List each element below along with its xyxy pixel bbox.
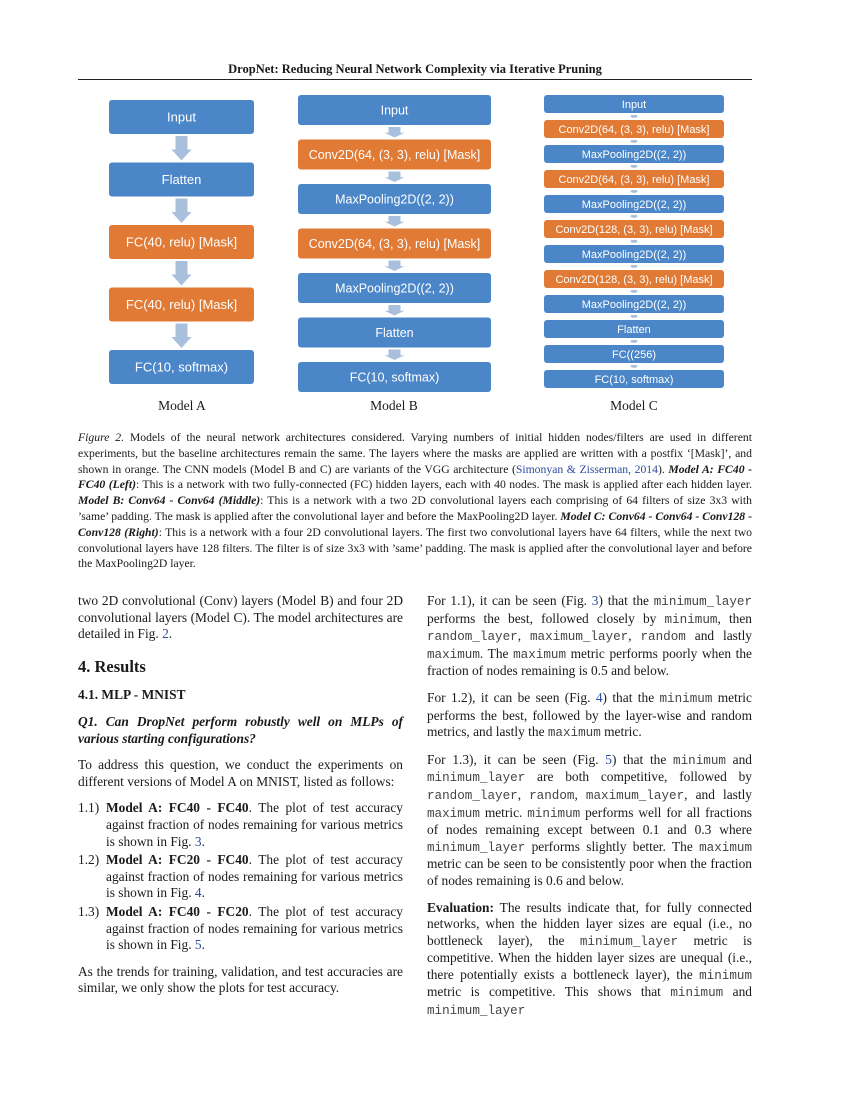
- layer-label: Flatten: [617, 323, 651, 336]
- layer-label: MaxPooling2D((2, 2)): [581, 298, 687, 311]
- fig-ref-link[interactable]: 4: [194, 885, 202, 901]
- layer-box: [109, 225, 254, 259]
- right-column: [427, 593, 752, 1030]
- layer-box: [544, 145, 724, 163]
- metric-name: minimum_layer: [427, 771, 526, 786]
- caption-text: : This is a network with two fully-connected (FC) hidden layers, each with 40 nodes. The mask is applied after each hidden layer.: [135, 478, 753, 492]
- flow-arrow: [629, 365, 639, 368]
- layer-box: [298, 273, 491, 303]
- layer-box: [544, 370, 724, 388]
- fig-ref-link[interactable]: 3: [194, 833, 202, 849]
- flow-arrow: [629, 240, 639, 243]
- metric-name: maximum_layer: [585, 788, 685, 803]
- layer-label: FC(40, relu) [Mask]: [125, 297, 238, 313]
- metric-name: random_layer: [427, 630, 518, 645]
- layer-box: [298, 229, 491, 259]
- list-item: 1.3) Model A: FC40 - FC20. The plot of test accuracy against fraction of nodes remaining for various metrics is shown in Fig. 5.: [78, 903, 403, 953]
- layer-label: Input: [380, 103, 409, 118]
- layer-box: [109, 163, 254, 197]
- flow-arrow: [629, 290, 639, 293]
- layer-box: [544, 220, 724, 238]
- layer-box: [544, 345, 724, 363]
- layer-label: Conv2D(64, (3, 3), relu) [Mask]: [558, 123, 710, 136]
- model-label: Model B: [370, 398, 418, 413]
- metric-name: minimum_layer: [427, 1004, 526, 1019]
- flow-arrow: [385, 172, 405, 183]
- caption-text: Models of the neural network architectures considered. Varying numbers of initial hidden nodes/filters are used in different experiments, but the baseline architectures remain the same. The layers where the masks are applied are written with a postfix ‘[Mask]’, and shown in orange. The CNN models (Model B and C) are variants of the VGG architecture (: [78, 431, 752, 476]
- layer-box: [544, 120, 724, 138]
- flow-arrow: [629, 315, 639, 318]
- caption-model-b-title: Model B: Conv64 - Conv64 (Middle): [78, 494, 261, 508]
- list-number: 1.1): [78, 800, 100, 816]
- fig-ref-link[interactable]: 2: [162, 626, 169, 642]
- metric-name: maximum: [427, 647, 480, 662]
- paragraph: For 1.2), it can be seen (Fig. 4) that the minimum metric performs the best, followed by the layer-wise and random metrics, and lastly the maximum metric.: [427, 689, 752, 741]
- layer-label: FC(10, softmax): [349, 370, 440, 385]
- flow-arrow: [629, 115, 639, 118]
- research-question: Q1. Can DropNet perform robustly well on MLPs of various starting configurations?: [78, 713, 403, 746]
- figure-caption: [78, 430, 752, 572]
- flow-arrow: [385, 261, 405, 272]
- list-item-title: Model A: FC20 - FC40: [106, 852, 249, 868]
- metric-name: minimum: [664, 612, 718, 627]
- flow-arrow: [172, 136, 192, 161]
- layer-label: MaxPooling2D((2, 2)): [335, 192, 454, 207]
- experiment-list: [78, 800, 403, 953]
- fig-ref-link[interactable]: 5: [194, 937, 202, 953]
- layer-box: [544, 320, 724, 338]
- metric-name: minimum: [670, 986, 724, 1001]
- layer-box: [109, 288, 254, 322]
- layer-label: MaxPooling2D((2, 2)): [335, 281, 454, 296]
- model-diagram: [298, 95, 491, 392]
- paragraph: As the trends for training, validation, and test accuracies are similar, we only show the plots for test accuracy.: [78, 963, 403, 996]
- layer-box: [298, 318, 491, 348]
- list-number: 1.3): [78, 903, 100, 919]
- flow-arrow: [629, 340, 639, 343]
- left-column: [78, 593, 403, 1007]
- metric-name: minimum: [673, 753, 726, 768]
- layer-label: Flatten: [161, 172, 202, 188]
- layer-label: MaxPooling2D((2, 2)): [581, 198, 687, 211]
- list-item: 1.1) Model A: FC40 - FC40. The plot of test accuracy against fraction of nodes remaining for various metrics is shown in Fig. 3.: [78, 800, 403, 849]
- layer-label: Flatten: [375, 326, 414, 340]
- layer-box: [544, 95, 724, 113]
- flow-arrow: [629, 140, 639, 143]
- layer-box: [544, 170, 724, 188]
- flow-arrow: [172, 324, 192, 349]
- metric-name: minimum_layer: [427, 840, 526, 855]
- paragraph: For 1.3), it can be seen (Fig. 5) that the minimum and minimum_layer are both competitive, followed by random_layer, random, maximum_layer, and lastly maximum metric. minimum performs well for all fractions of nodes remaining except between 0.1 and 0.3 where minimum_layer performs slightly better. The maximum metric can be seen to be consistently poor when the fraction of nodes remaining is 0.6 and below.: [427, 751, 752, 888]
- layer-label: FC(10, softmax): [594, 373, 674, 386]
- layer-label: Conv2D(128, (3, 3), relu) [Mask]: [555, 223, 713, 236]
- metric-name: minimum: [659, 691, 713, 706]
- list-item-title: Model A: FC40 - FC40: [106, 800, 249, 816]
- layer-label: FC(10, softmax): [134, 359, 229, 375]
- layer-box: [544, 295, 724, 313]
- layer-label: Input: [167, 109, 196, 125]
- list-item-title: Model A: FC40 - FC20: [106, 903, 249, 919]
- fig-ref-link[interactable]: 5: [605, 751, 612, 767]
- list-number: 1.2): [78, 852, 100, 868]
- architecture-figure: [0, 0, 850, 420]
- layer-label: Conv2D(128, (3, 3), relu) [Mask]: [555, 273, 713, 286]
- layer-label: MaxPooling2D((2, 2)): [581, 148, 687, 161]
- caption-text: : This is a network with a four 2D convolutional layers. The first two convolutional layers have 64 filters, while the next two convolutional layers have 128 filters. The filter is of size 3x3 with ’same’ padding. The mask is applied after the convolutional layer and before the MaxPooling2D layer.: [78, 525, 752, 571]
- layer-box: [544, 245, 724, 263]
- flow-arrow: [172, 199, 192, 224]
- layer-box: [298, 140, 491, 170]
- layer-box: [544, 195, 724, 213]
- paragraph: Evaluation: The results indicate that, for fully connected networks, when the hidden layer sizes are equal (i.e., no bottleneck layer), the minimum_layer metric is competitive. When the hidden layer sizes are unequal (i.e., there potentially exists a bottleneck layer), the minimum metric is competitive. This shows that minimum and minimum_layer: [427, 899, 752, 1019]
- metric-name: minimum_layer: [653, 595, 752, 609]
- section-heading: 4. Results: [78, 656, 146, 676]
- layer-box: [298, 95, 491, 125]
- metric-name: maximum: [547, 726, 601, 741]
- layer-box: [298, 184, 491, 214]
- layer-box: [109, 100, 254, 134]
- flow-arrow: [385, 305, 405, 316]
- flow-arrow: [172, 261, 192, 286]
- layer-label: Conv2D(64, (3, 3), relu) [Mask]: [558, 173, 710, 186]
- caption-text: : This is a network with a two 2D convolutional layers each comprising of 64 filters of size 3x3 with ’same’ padding. The mask is applied after the convolutional layer and before the MaxPooling2D layer.: [78, 494, 752, 523]
- metric-name: maximum_layer: [529, 630, 629, 645]
- evaluation-label: Evaluation:: [427, 899, 494, 915]
- model-label: Model A: [158, 398, 206, 413]
- layer-label: Conv2D(64, (3, 3), relu) [Mask]: [308, 148, 481, 162]
- paragraph: To address this question, we conduct the experiments on different versions of Model A on MNIST, listed as follows:: [78, 757, 403, 789]
- layer-label: Conv2D(64, (3, 3), relu) [Mask]: [308, 237, 481, 251]
- metric-name: minimum_layer: [579, 934, 679, 949]
- flow-arrow: [385, 350, 405, 361]
- layer-box: [544, 270, 724, 288]
- layer-label: MaxPooling2D((2, 2)): [581, 248, 687, 261]
- fig-ref-link[interactable]: 4: [595, 689, 603, 705]
- metric-name: minimum: [699, 968, 752, 983]
- flow-arrow: [629, 265, 639, 268]
- layer-label: FC((256): [611, 348, 657, 361]
- layer-label: FC(40, relu) [Mask]: [125, 234, 238, 250]
- layer-label: Input: [621, 98, 647, 111]
- fig-ref-link[interactable]: 3: [591, 593, 599, 608]
- caption-model-a-title: Model A: FC40 - FC40 (Left): [78, 462, 752, 492]
- metric-name: random_layer: [427, 788, 518, 803]
- list-item: 1.2) Model A: FC20 - FC40. The plot of test accuracy against fraction of nodes remaining for various metrics is shown in Fig. 4.: [78, 852, 403, 901]
- layer-box: [298, 362, 491, 392]
- caption-fig-label: Figure 2.: [78, 431, 125, 444]
- layer-box: [109, 350, 254, 384]
- flow-arrow: [385, 127, 405, 138]
- model-diagram: [109, 100, 254, 384]
- metric-name: maximum: [513, 647, 566, 662]
- caption-text: ).: [658, 462, 669, 476]
- running-title: DropNet: Reducing Neural Network Complexity via Iterative Pruning: [228, 62, 602, 76]
- model-diagram: [544, 95, 724, 388]
- subsection-heading: 4.1. MLP - MNIST: [78, 687, 186, 703]
- caption-model-c-title: Model C: Conv64 - Conv64 - Conv128 - Conv128 (Right): [78, 509, 753, 539]
- flow-arrow: [629, 190, 639, 193]
- metric-name: random: [529, 788, 575, 803]
- flow-arrow: [629, 165, 639, 168]
- model-label: Model C: [610, 398, 658, 413]
- metric-name: random: [640, 630, 686, 645]
- paragraph: For 1.1), it can be seen (Fig. 3) that the minimum_layer performs the best, followed closely by minimum, then random_layer, maximum_layer, random and lastly maximum. The maximum metric performs poorly when the fraction of nodes remaining is 0.5 and below.: [427, 593, 753, 679]
- metric-name: maximum: [699, 840, 752, 855]
- metric-name: minimum: [527, 806, 581, 821]
- flow-arrow: [629, 215, 639, 218]
- flow-arrow: [385, 216, 405, 227]
- paragraph: two 2D convolutional (Conv) layers (Model B) and four 2D convolutional layers (Model C). The model architectures are detailed in Fig. 2.: [78, 593, 403, 642]
- metric-name: maximum: [427, 806, 480, 821]
- citation-link[interactable]: Simonyan & Zisserman, 2014: [515, 462, 658, 476]
